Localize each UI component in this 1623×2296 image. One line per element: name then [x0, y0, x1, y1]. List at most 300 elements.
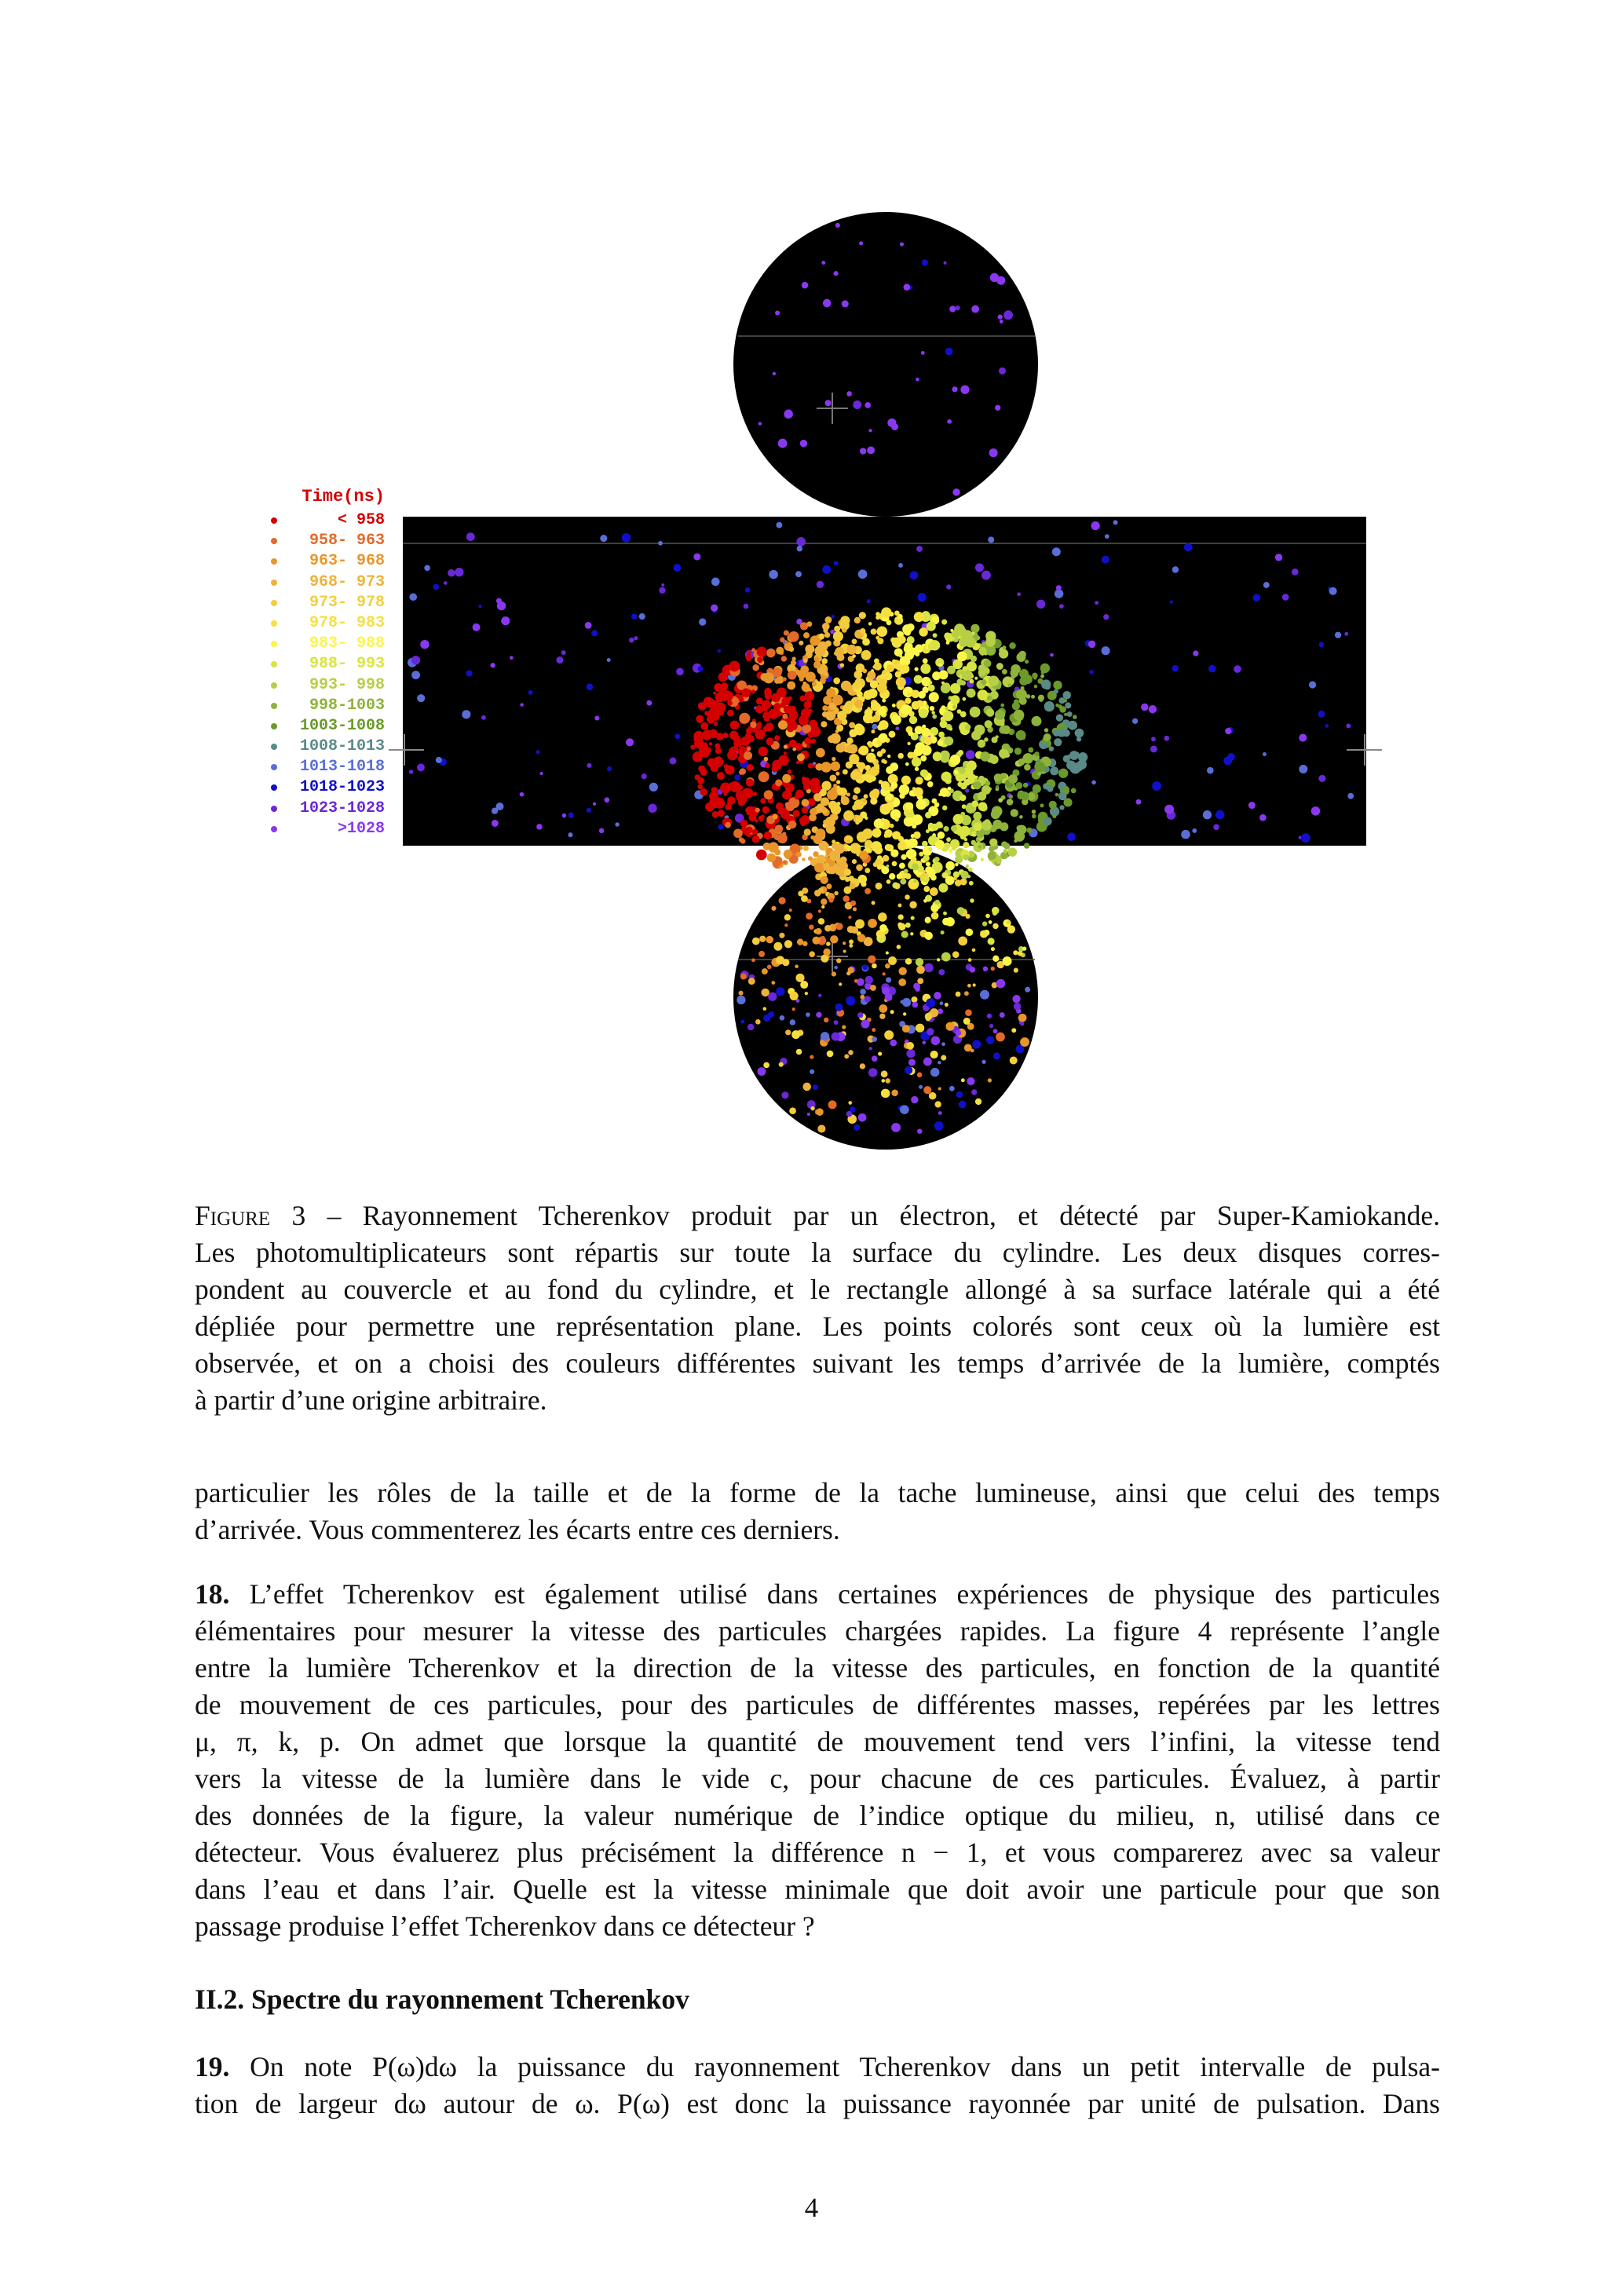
pmt-hit	[962, 670, 973, 681]
pmt-hit	[933, 633, 938, 638]
text-line: vers la vitesse de la lumière dans le vide c, pour chacune de ces particules. Évaluez, à partir	[195, 1763, 1440, 1794]
pmt-hit	[808, 763, 813, 769]
pmt-hit	[1014, 714, 1018, 718]
pmt-hit	[740, 839, 746, 844]
pmt-hit	[897, 873, 902, 879]
pmt-hit	[743, 828, 750, 835]
legend-item	[267, 819, 385, 839]
pmt-hit	[1006, 846, 1009, 849]
pmt-hit	[906, 803, 913, 810]
pmt-hit	[828, 1100, 837, 1109]
pmt-hit	[821, 658, 828, 664]
pmt-hit	[817, 1124, 825, 1132]
pmt-hit	[973, 812, 981, 821]
pmt-hit	[846, 840, 850, 843]
pmt-hit	[824, 925, 832, 932]
pmt-hit	[813, 851, 818, 857]
pmt-hit	[970, 898, 974, 902]
pmt-hit	[750, 722, 757, 729]
pmt-hit	[821, 905, 824, 909]
pmt-hit	[898, 563, 903, 568]
pmt-hit	[792, 810, 799, 817]
pmt-hit	[892, 861, 897, 866]
pmt-hit	[528, 690, 533, 695]
pmt-hit	[806, 693, 813, 700]
pmt-hit	[992, 911, 997, 916]
pmt-hit	[1002, 726, 1011, 734]
pmt-hit	[497, 601, 506, 610]
pmt-hit	[846, 737, 853, 744]
pmt-hit	[890, 782, 897, 789]
pmt-hit	[964, 991, 969, 996]
pmt-hit	[846, 762, 853, 769]
pmt-hit	[900, 879, 906, 885]
pmt-hit	[868, 956, 875, 963]
pmt-hit	[843, 895, 849, 901]
pmt-hit	[991, 947, 995, 951]
pmt-hit	[409, 593, 417, 601]
pmt-hit	[1170, 600, 1173, 603]
caption-line: pondent au couvercle et au fond du cylindre, et le rectangle allongé à sa surface latérale qui a été	[195, 1274, 1440, 1305]
pmt-hit	[791, 656, 795, 660]
pmt-hit	[974, 725, 985, 736]
pmt-hit	[631, 613, 638, 620]
text-line: On note P(ω)dω la puissance du rayonnement Tcherenkov dans un petit intervalle de pulsa-	[229, 2051, 1440, 2082]
pmt-hit	[912, 1002, 919, 1008]
pmt-hit	[771, 906, 776, 911]
pmt-hit	[842, 627, 846, 632]
pmt-hit	[901, 931, 908, 938]
pmt-hit	[917, 1073, 923, 1078]
question-number: 18.	[195, 1578, 230, 1610]
pmt-hit	[846, 971, 850, 975]
pmt-hit	[816, 1012, 821, 1018]
figure-caption	[195, 1197, 1440, 1419]
pmt-hit	[649, 783, 658, 792]
pmt-hit	[923, 1057, 932, 1066]
paragraph-continuation	[195, 1475, 1440, 1548]
pmt-hit	[1003, 956, 1012, 966]
pmt-hit	[861, 650, 872, 660]
pmt-hit	[756, 697, 763, 704]
pmt-hit	[929, 1092, 937, 1100]
pmt-hit	[1013, 950, 1018, 955]
pmt-hit	[887, 755, 890, 758]
pmt-hit	[975, 563, 984, 572]
pmt-hit	[968, 867, 973, 872]
pmt-hit	[814, 863, 824, 873]
legend-label: 983- 988	[309, 634, 385, 653]
pmt-hit	[924, 932, 932, 940]
pmt-hit	[916, 777, 923, 784]
legend-label: >1028	[337, 819, 385, 838]
pmt-hit	[922, 725, 926, 729]
pmt-hit	[835, 870, 840, 875]
pmt-hit	[812, 937, 820, 945]
pmt-hit	[711, 578, 720, 587]
pmt-hit	[872, 1028, 875, 1032]
pmt-hit	[1058, 783, 1065, 790]
pmt-hit	[466, 670, 472, 676]
pmt-hit	[835, 223, 840, 228]
pmt-hit	[1095, 601, 1098, 605]
pmt-hit	[955, 863, 959, 867]
pmt-hit	[857, 934, 866, 942]
pmt-hit	[929, 681, 933, 685]
pmt-hit	[818, 918, 824, 924]
pmt-hit	[424, 565, 430, 571]
pmt-hit	[960, 795, 966, 801]
pmt-hit	[773, 668, 781, 677]
pmt-hit	[1012, 995, 1020, 1003]
pmt-hit	[885, 993, 893, 1001]
pmt-hit	[971, 624, 979, 633]
pmt-hit	[877, 865, 883, 870]
pmt-hit	[824, 400, 831, 406]
pmt-hit	[901, 854, 906, 860]
pmt-hit	[915, 726, 923, 734]
pmt-hit	[828, 898, 833, 902]
pmt-hit	[916, 378, 919, 382]
pmt-hit	[854, 979, 858, 983]
pmt-hit	[740, 695, 744, 698]
pmt-hit	[674, 733, 680, 739]
pmt-hit	[805, 645, 814, 654]
pmt-hit	[634, 636, 638, 640]
pmt-hit	[916, 1024, 924, 1033]
pmt-hit	[998, 798, 1003, 803]
pmt-hit	[799, 715, 809, 726]
pmt-hit	[971, 305, 979, 313]
pmt-hit	[957, 651, 967, 661]
pmt-hit	[908, 838, 918, 848]
pmt-hit	[1207, 767, 1214, 774]
caption-line: Les photomultiplicateurs sont répartis sur toute la surface du cylindre. Les deux disques corres-	[195, 1237, 1440, 1268]
pmt-hit	[951, 825, 957, 832]
pmt-hit	[955, 855, 963, 863]
pmt-hit	[923, 876, 930, 883]
pmt-hit	[748, 1024, 754, 1030]
pmt-hit	[1019, 677, 1028, 686]
pmt-hit	[718, 810, 725, 817]
pmt-hit	[1023, 783, 1028, 788]
pmt-hit	[1059, 805, 1064, 810]
legend-item	[267, 757, 385, 777]
pmt-hit	[781, 1091, 788, 1099]
pmt-hit	[962, 630, 972, 640]
pmt-hit	[930, 733, 934, 737]
pmt-hit	[860, 989, 866, 995]
pmt-hit	[767, 964, 772, 969]
pmt-hit	[738, 991, 743, 996]
legend-label: 1003-1008	[299, 716, 385, 735]
pmt-hit	[700, 788, 707, 795]
legend-item	[267, 531, 385, 551]
pmt-hit	[755, 705, 763, 713]
pmt-hit	[937, 958, 940, 961]
pmt-hit	[1028, 748, 1033, 753]
pmt-hit	[922, 841, 928, 847]
pmt-hit	[859, 612, 866, 619]
pmt-hit	[981, 821, 992, 831]
pmt-hit	[946, 837, 951, 842]
pmt-hit	[906, 1042, 914, 1050]
pmt-hit	[953, 814, 963, 824]
pmt-hit	[891, 1123, 901, 1132]
pmt-hit	[984, 660, 992, 667]
pmt-hit	[1089, 670, 1093, 674]
pmt-hit	[809, 924, 813, 929]
pmt-hit	[854, 700, 863, 708]
pmt-hit	[784, 923, 788, 927]
pmt-hit	[942, 806, 947, 810]
pmt-hit	[539, 772, 543, 775]
pmt-hit	[848, 1050, 854, 1055]
pmt-hit	[721, 682, 728, 689]
pmt-hit	[1032, 814, 1036, 819]
pmt-hit	[985, 720, 992, 728]
pmt-hit	[715, 748, 722, 754]
pmt-hit	[905, 958, 912, 964]
pmt-hit	[877, 682, 887, 693]
pmt-hit	[885, 844, 892, 851]
pmt-hit	[1263, 752, 1267, 756]
pmt-hit	[855, 815, 863, 823]
pmt-hit	[841, 795, 846, 801]
pmt-hit	[940, 1001, 944, 1005]
pmt-hit	[1026, 828, 1032, 833]
pmt-hit	[1141, 704, 1148, 711]
pmt-hit	[561, 650, 566, 655]
pmt-hit	[900, 1105, 909, 1114]
pmt-hit	[806, 1012, 810, 1017]
pmt-hit	[1091, 521, 1099, 530]
pmt-hit	[909, 901, 916, 909]
pmt-hit	[1062, 691, 1071, 700]
pmt-hit	[1172, 566, 1179, 572]
pmt-hit	[784, 630, 789, 635]
pmt-hit	[1055, 793, 1059, 797]
pmt-hit	[757, 722, 762, 726]
pmt-hit	[808, 732, 814, 738]
pmt-hit	[776, 522, 782, 528]
pmt-hit	[1344, 632, 1348, 636]
pmt-hit	[766, 649, 776, 658]
pmt-hit	[670, 757, 677, 764]
pmt-hit	[860, 769, 863, 772]
pmt-hit	[478, 605, 481, 608]
pmt-hit	[957, 830, 963, 836]
pmt-hit	[1040, 675, 1044, 678]
pmt-hit	[832, 695, 843, 706]
pmt-hit	[853, 400, 861, 409]
pmt-hit	[872, 1036, 877, 1042]
pmt-hit	[1015, 782, 1022, 789]
pmt-hit	[1223, 756, 1232, 765]
pmt-hit	[868, 622, 872, 626]
pmt-hit	[965, 788, 969, 792]
pmt-hit	[730, 721, 740, 730]
pmt-hit	[983, 967, 988, 971]
pmt-hit	[764, 716, 769, 722]
pmt-hit	[860, 628, 865, 634]
pmt-hit	[830, 935, 838, 943]
pmt-hit	[897, 841, 907, 850]
pmt-hit	[1044, 817, 1052, 825]
pmt-hit	[1003, 676, 1014, 687]
legend-item	[267, 613, 385, 634]
pmt-hit	[963, 854, 969, 860]
pmt-hit	[884, 829, 892, 837]
pmt-hit	[1003, 310, 1013, 320]
legend-item	[267, 551, 385, 572]
legend-item	[267, 675, 385, 696]
pmt-hit	[787, 682, 795, 690]
pmt-hit	[934, 1121, 944, 1131]
page-number: 4	[804, 2192, 819, 2223]
section-heading: II.2. Spectre du rayonnement Tcherenkov	[195, 1983, 689, 2015]
pmt-hit	[744, 751, 752, 760]
pmt-hit	[882, 699, 886, 703]
pmt-hit	[1152, 781, 1161, 791]
pmt-hit	[766, 737, 774, 745]
pmt-hit	[759, 936, 766, 942]
pmt-hit	[1017, 592, 1021, 596]
pmt-hit	[693, 554, 700, 561]
pmt-hit	[752, 938, 760, 945]
pmt-hit	[912, 863, 919, 870]
text-line: passage produise l’effet Tcherenkov dans ce détecteur ?	[195, 1910, 815, 1942]
pmt-hit	[907, 636, 915, 644]
pmt-hit	[986, 708, 995, 717]
pmt-hit	[1075, 751, 1079, 755]
pmt-hit	[927, 1028, 934, 1036]
pmt-hit	[774, 735, 780, 740]
pmt-hit	[879, 924, 887, 932]
pmt-hit	[802, 807, 808, 813]
pmt-hit	[765, 762, 770, 768]
pmt-hit	[988, 938, 995, 945]
pmt-hit	[455, 568, 463, 576]
pmt-hit	[789, 1107, 796, 1114]
pmt-hit	[854, 787, 861, 794]
pmt-hit	[768, 993, 777, 1001]
pmt-hit	[1318, 711, 1325, 718]
pmt-hit	[718, 649, 721, 653]
pmt-hit	[929, 692, 939, 702]
pmt-hit	[922, 259, 928, 265]
pmt-hit	[940, 720, 948, 728]
pmt-hit	[1088, 641, 1096, 649]
pmt-hit	[1067, 711, 1073, 717]
pmt-hit	[816, 748, 825, 758]
pmt-hit	[818, 994, 821, 997]
legend-dot-icon	[271, 558, 277, 565]
pmt-hit	[994, 810, 1000, 817]
pmt-hit	[978, 647, 987, 656]
pmt-hit	[805, 992, 808, 995]
pmt-hit	[818, 909, 821, 912]
pmt-hit	[899, 784, 910, 795]
pmt-hit	[780, 702, 787, 708]
legend-label: 1008-1013	[299, 737, 385, 756]
pmt-hit	[966, 865, 969, 868]
pmt-hit	[836, 744, 846, 753]
caption-line: dépliée pour permettre une représentation plane. Les points colorés sont ceux où la lumière est	[195, 1311, 1440, 1342]
pmt-hit	[897, 945, 901, 949]
pmt-hit	[1011, 1028, 1016, 1033]
pmt-hit	[916, 958, 923, 966]
legend-label: 973- 978	[309, 593, 385, 612]
pmt-hit	[987, 1014, 992, 1018]
pmt-hit	[833, 784, 837, 788]
pmt-hit	[725, 768, 728, 771]
pmt-hit	[788, 671, 797, 680]
pmt-hit	[700, 722, 708, 730]
pmt-hit	[824, 673, 828, 677]
pmt-hit	[935, 900, 940, 905]
pmt-hit	[796, 537, 806, 547]
pmt-hit	[898, 635, 906, 643]
pmt-hit	[848, 916, 851, 919]
pmt-hit	[736, 784, 743, 792]
pmt-hit	[960, 871, 968, 879]
pmt-hit	[1253, 594, 1261, 601]
pmt-hit	[865, 765, 871, 770]
pmt-hit	[769, 570, 777, 579]
pmt-hit	[996, 720, 1002, 726]
pmt-hit	[520, 703, 523, 706]
pmt-hit	[912, 757, 922, 767]
pmt-hit	[562, 813, 566, 817]
pmt-hit	[821, 721, 827, 727]
pmt-hit	[930, 1068, 939, 1077]
pmt-hit	[879, 733, 887, 742]
pmt-hit	[911, 834, 915, 838]
pmt-hit	[916, 546, 923, 552]
pmt-hit	[1208, 665, 1216, 673]
pmt-hit	[599, 828, 604, 833]
pmt-hit	[510, 656, 514, 660]
pmt-hit	[780, 638, 784, 642]
pmt-hit	[917, 1128, 922, 1133]
pmt-hit	[1091, 781, 1096, 785]
pmt-hit	[782, 714, 788, 719]
legend-dot-icon	[271, 744, 277, 750]
pmt-hit	[817, 804, 822, 809]
pmt-hit	[772, 766, 779, 773]
pmt-hit	[898, 967, 906, 975]
pmt-hit	[899, 654, 902, 657]
pmt-hit	[843, 941, 846, 945]
pmt-hit	[898, 836, 904, 842]
pmt-hit	[784, 744, 788, 748]
pmt-hit	[781, 656, 787, 661]
pmt-hit	[872, 724, 877, 729]
pmt-hit	[1044, 733, 1051, 741]
pmt-hit	[814, 645, 825, 656]
pmt-hit	[1172, 665, 1179, 672]
pmt-hit	[923, 658, 928, 664]
text-line: L’effet Tcherenkov est également utilisé dans certaines expériences de physique des particules	[229, 1578, 1440, 1610]
pmt-hit	[1329, 587, 1337, 595]
pmt-hit	[869, 1047, 872, 1050]
legend-label: 993- 998	[309, 675, 385, 694]
pmt-hit	[733, 740, 741, 748]
pmt-hit	[821, 781, 831, 790]
pmt-hit	[993, 1052, 1000, 1059]
pmt-hit	[902, 657, 910, 665]
